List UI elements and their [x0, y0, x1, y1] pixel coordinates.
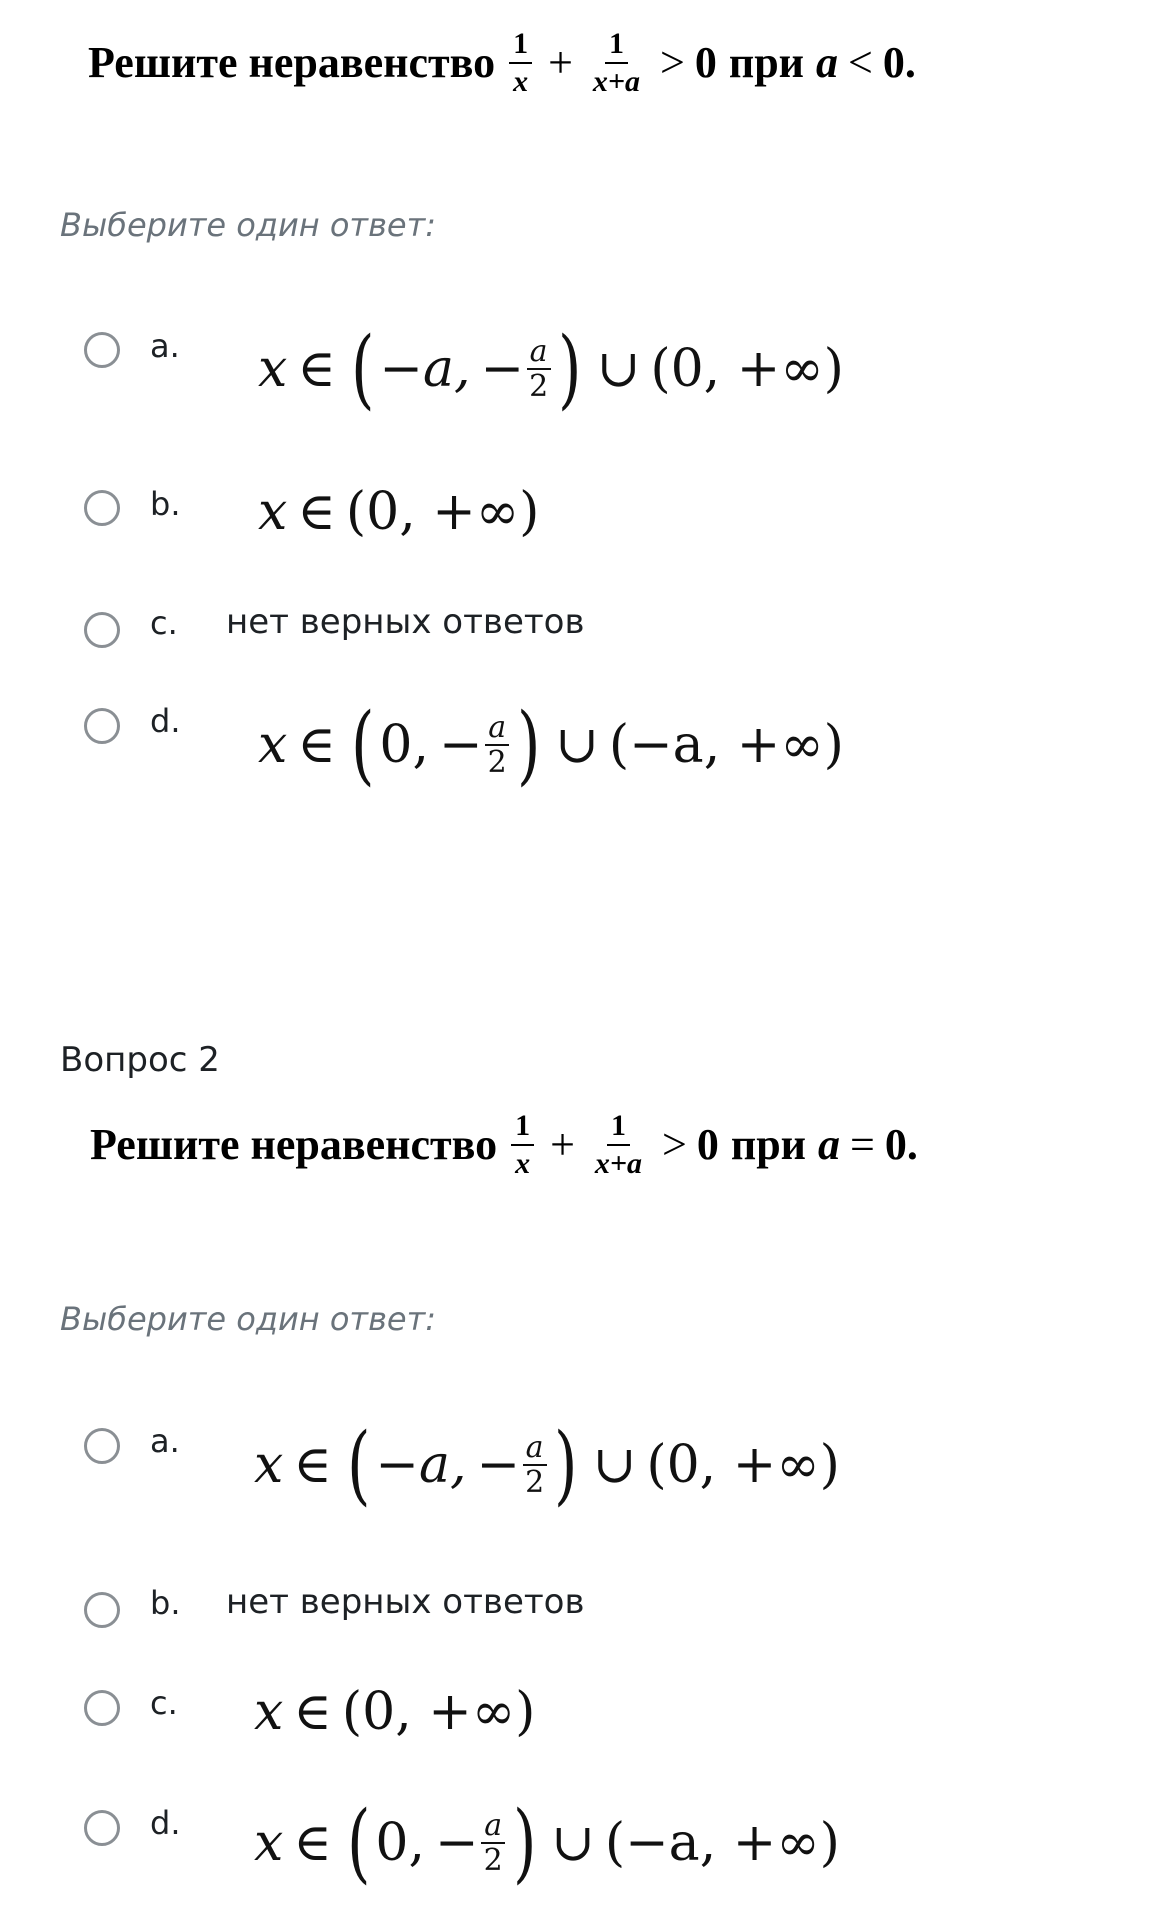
question1-title — [88, 28, 916, 97]
var-x: x — [258, 482, 288, 542]
a-over-2-fraction — [526, 333, 551, 404]
zero-bound: 0, — [379, 715, 430, 775]
right-paren: ) — [558, 319, 582, 419]
a-over-2-fraction — [481, 1807, 506, 1878]
right-paren: ) — [516, 695, 541, 795]
interval: (−a, +∞) — [604, 1813, 840, 1873]
plus-sign: + — [548, 38, 573, 87]
option-letter: b. — [150, 1584, 181, 1622]
fraction-1-over-x — [509, 28, 532, 97]
fraction-1-over-x-plus-a — [591, 1110, 646, 1179]
radio-q1-a[interactable] — [84, 332, 120, 368]
option-q1-b-math — [258, 472, 539, 552]
fraction-numerator: a — [481, 1810, 505, 1845]
left-paren: ( — [346, 1415, 371, 1515]
var-x: x — [254, 1813, 284, 1873]
a-over-2-fraction — [485, 709, 510, 780]
minus-sign: − — [439, 715, 483, 775]
radio-q1-d[interactable] — [84, 708, 120, 744]
option-q2-d-math — [254, 1788, 840, 1898]
option-letter: c. — [150, 604, 178, 642]
left-paren: ( — [350, 319, 375, 419]
union-sign: ∪ — [596, 339, 641, 399]
neg-a: −a, — [375, 1435, 467, 1495]
param-a: a — [816, 38, 839, 87]
fraction-denominator: 2 — [487, 745, 507, 780]
right-paren: ) — [512, 1793, 537, 1893]
option-q2-b-text: нет верных ответов — [226, 1582, 585, 1622]
fraction-denominator: 2 — [529, 369, 549, 404]
option-q2-c-math — [254, 1672, 535, 1752]
option-letter: a. — [150, 1422, 180, 1460]
neg-a: −a, — [379, 339, 471, 399]
option-letter: b. — [150, 485, 181, 523]
element-of-sign: ∈ — [293, 1682, 332, 1742]
fraction-1-over-x-plus-a — [589, 28, 644, 97]
fraction-numerator: 1 — [511, 1110, 534, 1146]
minus-sign: − — [435, 1813, 479, 1873]
var-x: x — [254, 1682, 284, 1742]
question-number-label: Вопрос 2 — [60, 1040, 220, 1080]
radio-q2-a[interactable] — [84, 1428, 120, 1464]
zero-bound: 0, — [375, 1813, 426, 1873]
answer-prompt: Выберите один ответ: — [60, 206, 437, 244]
interval: (0, +∞) — [650, 339, 844, 399]
fraction-denominator: x — [513, 64, 529, 98]
rhs-value: 0. — [884, 1120, 918, 1169]
relation-sign: = — [850, 1120, 875, 1169]
fraction-denominator: x+a — [592, 64, 641, 98]
element-of-sign: ∈ — [297, 482, 336, 542]
var-x: x — [254, 1435, 284, 1495]
fraction-denominator: x+a — [594, 1146, 643, 1180]
plus-sign: + — [550, 1120, 575, 1169]
left-paren: ( — [350, 695, 375, 795]
union-sign: ∪ — [592, 1435, 637, 1495]
element-of-sign: ∈ — [297, 715, 336, 775]
right-paren: ) — [554, 1415, 578, 1515]
interval: (0, +∞) — [341, 1682, 536, 1742]
radio-q2-c[interactable] — [84, 1690, 120, 1726]
option-q2-a-math — [254, 1410, 840, 1520]
answer-prompt: Выберите один ответ: — [60, 1300, 437, 1338]
interval: (0, +∞) — [646, 1435, 840, 1495]
option-q1-a-math — [258, 314, 844, 424]
union-sign: ∪ — [555, 715, 599, 775]
element-of-sign: ∈ — [293, 1813, 332, 1873]
fraction-denominator: x — [515, 1146, 531, 1180]
zero-value: 0 — [696, 1120, 719, 1169]
option-q1-c-text: нет верных ответов — [226, 602, 585, 642]
fraction-numerator: 1 — [605, 28, 628, 64]
fraction-denominator: 2 — [525, 1465, 545, 1500]
title-lead-text: Решите неравенство — [90, 1120, 498, 1169]
fraction-1-over-x — [511, 1110, 534, 1179]
option-letter: a. — [150, 327, 180, 365]
param-a: a — [818, 1120, 841, 1169]
question2-title — [90, 1110, 918, 1179]
var-x: x — [258, 339, 288, 399]
greater-sign: > — [660, 38, 685, 87]
interval: (−a, +∞) — [608, 715, 844, 775]
fraction-numerator: a — [527, 336, 551, 371]
element-of-sign: ∈ — [293, 1435, 332, 1495]
condition-word: при — [728, 38, 805, 87]
title-lead-text: Решите неравенство — [88, 38, 496, 87]
relation-sign: < — [848, 38, 873, 87]
option-letter: d. — [150, 1804, 181, 1842]
var-x: x — [258, 715, 288, 775]
rhs-value: 0. — [882, 38, 916, 87]
fraction-numerator: 1 — [509, 28, 532, 64]
interval: (0, +∞) — [345, 482, 540, 542]
radio-q1-c[interactable] — [84, 612, 120, 648]
option-q1-d-math — [258, 690, 844, 800]
radio-q2-d[interactable] — [84, 1810, 120, 1846]
minus-sign: − — [476, 1435, 521, 1495]
minus-sign: − — [480, 339, 525, 399]
fraction-denominator: 2 — [483, 1843, 503, 1878]
union-sign: ∪ — [551, 1813, 595, 1873]
zero-value: 0 — [694, 38, 717, 87]
condition-word: при — [730, 1120, 807, 1169]
fraction-numerator: a — [485, 712, 509, 747]
fraction-numerator: 1 — [607, 1110, 630, 1146]
element-of-sign: ∈ — [297, 339, 336, 399]
left-paren: ( — [346, 1793, 371, 1893]
radio-q1-b[interactable] — [84, 490, 120, 526]
fraction-numerator: a — [523, 1432, 547, 1467]
option-letter: d. — [150, 702, 181, 740]
radio-q2-b[interactable] — [84, 1592, 120, 1628]
option-letter: c. — [150, 1684, 178, 1722]
a-over-2-fraction — [522, 1429, 547, 1500]
greater-sign: > — [662, 1120, 687, 1169]
